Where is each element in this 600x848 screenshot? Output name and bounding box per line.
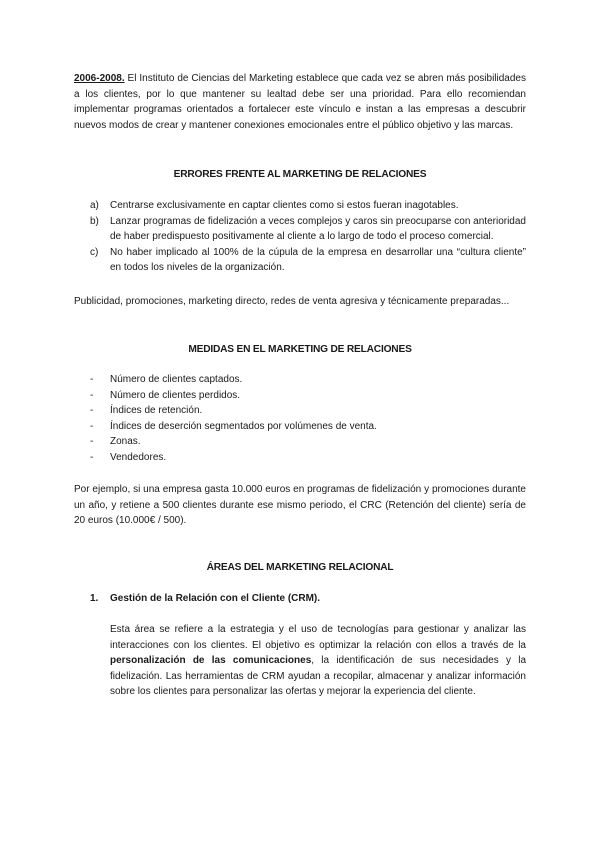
- list-marker: -: [90, 389, 94, 401]
- list-item-text: Lanzar programas de fidelización a veces complejos y caros sin preocuparse con anterioridad de haber predispuesto positivamente al cliente a lo largo de todo el proceso comercial.: [110, 215, 526, 242]
- list-item: [74, 198, 526, 214]
- medidas-list-block: [74, 372, 526, 465]
- list-item-text: Vendedores.: [110, 451, 167, 463]
- list-item: [74, 245, 526, 276]
- medidas-list: [74, 372, 526, 465]
- list-item-text: Zonas.: [110, 436, 141, 447]
- intro-text: El Instituto de Ciencias del Marketing establece que cada vez se abren más posibilidades a los clientes, por lo que mantener su lealtad debe ser una prioridad. Para ello recomiendan implementar programas orientados a fortalecer este vínculo e instan a las empresas a descubrir nuevos modos de crear y mantener conexiones emocionales entre el público objetivo y las marcas.: [74, 73, 526, 131]
- errores-note-text: Publicidad, promociones, marketing directo, redes de venta agresiva y técnicamente preparadas...: [74, 296, 510, 307]
- list-item-text: Centrarse exclusivamente en captar clientes como si estos fueran inagotables.: [110, 200, 459, 211]
- intro-lead: 2006-2008.: [74, 73, 125, 84]
- intro-paragraph: [74, 71, 526, 133]
- areas-item-1-body: [110, 622, 526, 700]
- list-marker: -: [90, 374, 94, 385]
- list-item: [74, 214, 526, 245]
- list-marker: a): [90, 200, 99, 211]
- areas-heading: ÁREAS DEL MARKETING RELACIONAL: [206, 562, 394, 573]
- body-text-before: Esta área se refiere a la estrategia y el uso de tecnologías para gestionar y analizar las interacciones con los clientes. El objetivo es optimizar la relación con ellos a través de la: [110, 624, 526, 651]
- medidas-example: [74, 482, 526, 529]
- list-item-text: Índices de retención.: [110, 405, 203, 416]
- errores-list: [74, 198, 526, 276]
- list-item: [74, 388, 526, 404]
- item-number: 1.: [90, 593, 99, 604]
- list-item: [74, 434, 526, 450]
- errores-list-block: [74, 198, 526, 276]
- body-text-after: , la identificación de sus necesidades y la fidelización. Las herramientas de CRM ayudan a recopilar, almacenar y analizar información sobre los clientes para personalizar las ofertas y mejorar la experiencia del cliente.: [110, 655, 527, 697]
- list-item: [74, 403, 526, 419]
- body-text-bold: personalización de las comunicaciones: [110, 655, 312, 666]
- list-marker: -: [90, 420, 94, 432]
- list-item: [74, 372, 526, 388]
- list-item: [74, 419, 526, 435]
- list-marker: b): [90, 215, 99, 227]
- list-item-text: Índices de deserción segmentados por volúmenes de venta.: [110, 420, 377, 432]
- list-marker: -: [90, 405, 94, 416]
- list-item-text: Número de clientes captados.: [110, 374, 243, 385]
- list-item: [74, 450, 526, 466]
- list-marker: -: [90, 436, 94, 447]
- errores-heading: ERRORES FRENTE AL MARKETING DE RELACIONES: [173, 169, 427, 180]
- list-marker: c): [90, 246, 99, 258]
- medidas-heading: MEDIDAS EN EL MARKETING DE RELACIONES: [188, 344, 412, 355]
- areas-item-1-heading: [74, 591, 526, 607]
- item-title: Gestión de la Relación con el Cliente (CRM).: [110, 593, 321, 604]
- medidas-example-text: Por ejemplo, si una empresa gasta 10.000 euros en programas de fidelización y promociones durante un año, y retiene a 500 clientes durante ese mismo periodo, el CRC (Retención del cliente) sería de 20 euros (10.000€ / 500).: [74, 484, 526, 526]
- list-item-text: No haber implicado al 100% de la cúpula de la empresa en desarrollar una “cultura cliente” en todos los niveles de la organización.: [110, 246, 526, 273]
- list-marker: -: [90, 451, 94, 463]
- errores-note: [74, 294, 526, 310]
- list-item-text: Número de clientes perdidos.: [110, 389, 241, 401]
